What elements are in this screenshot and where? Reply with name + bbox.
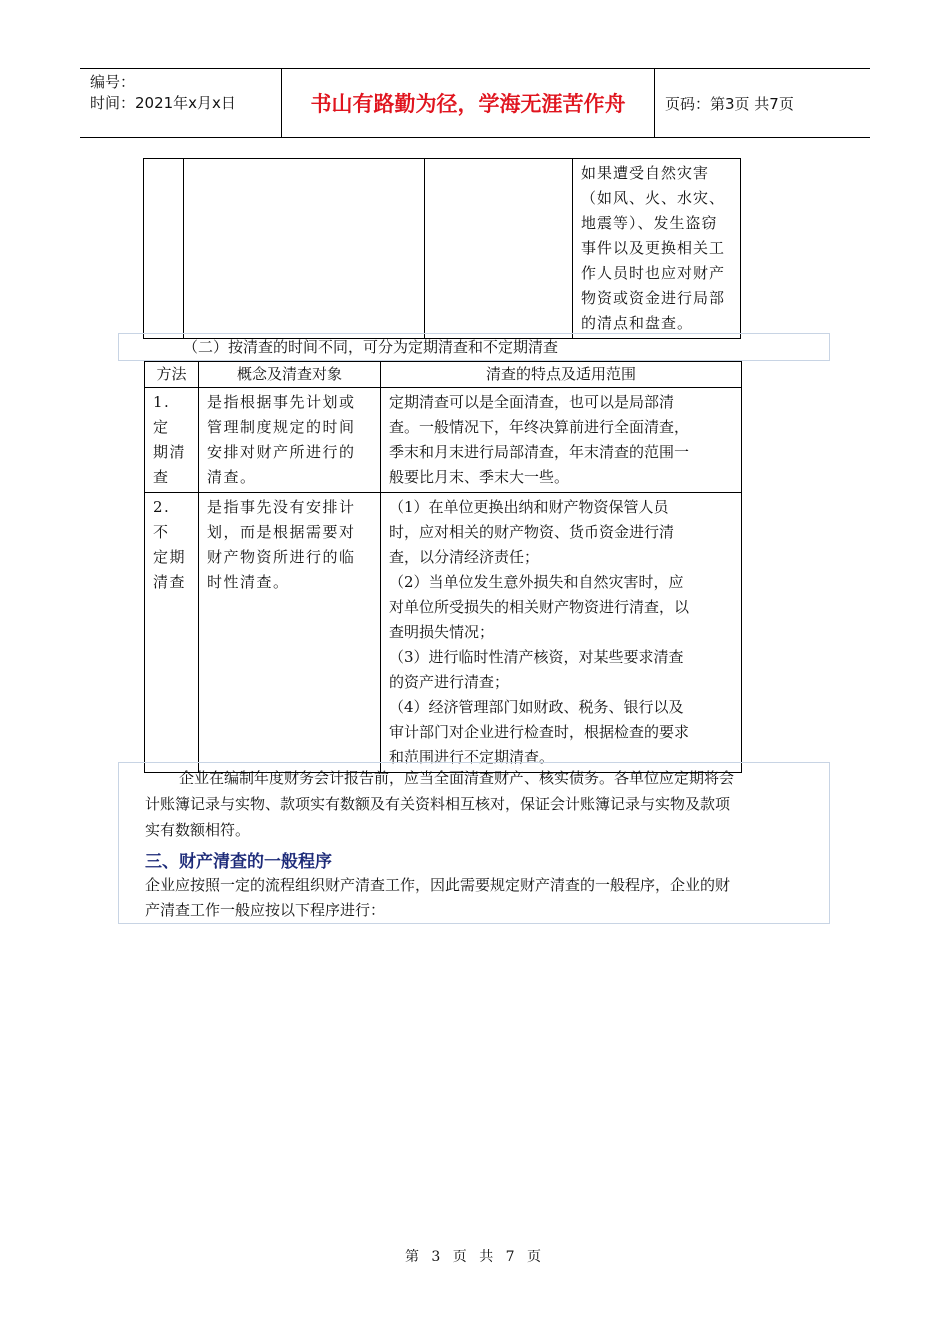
text-line: 和范围进行不定期清查。 <box>389 748 555 766</box>
section-two-text: （二）按清查的时间不同，可分为定期清查和不定期清查 <box>183 338 559 356</box>
text-line: 产清查工作一般应按以下程序进行： <box>145 901 386 919</box>
page-label: 页码：第3页 共7页 <box>665 94 794 113</box>
paragraph <box>145 765 811 843</box>
concept-cell <box>199 388 381 493</box>
footer-page-number: 第 3 页 共 7 页 <box>404 1249 546 1265</box>
text-line: 管理制度规定的时间 <box>207 418 356 436</box>
continuation-table <box>143 158 741 339</box>
text-line: 如果遭受自然灾害 <box>581 164 710 182</box>
text-line: 企业应按照一定的流程组织财产清查工作，因此需要规定财产清查的一般程序，企业的财 <box>145 876 731 894</box>
text-line: （4）经济管理部门如财政、税务、银行以及 <box>389 698 684 716</box>
header-slogan-cell <box>282 69 655 137</box>
empty-cell <box>184 159 425 339</box>
text-line: 查，以分清经济责任； <box>389 548 540 566</box>
text-line: 季末和月末进行局部清查，年末清查的范围一 <box>389 443 690 461</box>
header-method: 方法 <box>145 362 199 388</box>
text-line: 是指根据事先计划或 <box>207 393 356 411</box>
text-line: 企业在编制年度财务会计报告前，应当全面清查财产、核实债务。各单位应定期将会 <box>179 769 735 787</box>
text-line: 作人员时也应对财产 <box>581 264 726 282</box>
page-footer <box>0 1246 950 1266</box>
text-line: 查。一般情况下，年终决算前进行全面清查， <box>389 418 690 436</box>
features-cell <box>381 493 742 773</box>
text-line: 地震等）、发生盗窃 <box>581 214 718 232</box>
text-line: 清查。 <box>207 468 257 486</box>
text-line: 期清 <box>153 443 187 461</box>
text-line: 1. 定 <box>153 393 171 436</box>
text-line: 查 <box>153 468 170 486</box>
disaster-note-cell <box>573 159 741 339</box>
text-line: 实有数额相符。 <box>145 821 251 839</box>
method-cell <box>145 493 199 773</box>
number-label: 编号： <box>90 73 136 91</box>
text-line: 定期清查可以是全面清查，也可以是局部清 <box>389 393 675 411</box>
text-line: 物资或资金进行局部 <box>581 289 726 307</box>
method-cell <box>145 388 199 493</box>
text-line: 时，应对相关的财产物资、货币资金进行清 <box>389 523 675 541</box>
text-line: 事件以及更换相关工 <box>581 239 726 257</box>
text-line: 的清点和盘查。 <box>581 314 694 332</box>
text-line: 查明损失情况； <box>389 623 495 641</box>
text-line: （3）进行临时性清产核资，对某些要求清查 <box>389 648 684 666</box>
text-line: 划，而是根据需要对 <box>207 523 356 541</box>
text-line: 时性清查。 <box>207 573 290 591</box>
text-line: 的资产进行清查； <box>389 673 510 691</box>
text-line: （2）当单位发生意外损失和自然灾害时，应 <box>389 573 684 591</box>
text-line: 计账簿记录与实物、款项实有数额及有关资料相互核对，保证会计账簿记录与实物及款项 <box>145 795 731 813</box>
text-line: 安排对财产所进行的 <box>207 443 356 461</box>
concept-cell <box>199 493 381 773</box>
text-line: 清查 <box>153 573 187 591</box>
text-line: 对单位所受损失的相关财产物资进行清查，以 <box>389 598 690 616</box>
section-three-heading: 三、财产清查的一般程序 <box>145 852 332 872</box>
text-line: 般要比月末、季末大一些。 <box>389 468 570 486</box>
header-features: 清查的特点及适用范围 <box>381 362 742 388</box>
table-row <box>145 493 742 773</box>
header-page-cell <box>655 69 870 137</box>
slogan: 书山有路勤为径，学海无涯苦作舟 <box>310 92 626 116</box>
text-line: 审计部门对企业进行检查时，根据检查的要求 <box>389 723 690 741</box>
paragraph <box>145 873 811 923</box>
text-line: （如风、火、水灾、 <box>581 189 726 207</box>
text-line: 2. 不 <box>153 498 171 541</box>
text-line: 财产物资所进行的临 <box>207 548 356 566</box>
empty-cell <box>144 159 184 339</box>
header-concept: 概念及清查对象 <box>199 362 381 388</box>
time-label: 时间：2021年x月x日 <box>90 94 236 112</box>
header-info <box>80 69 282 137</box>
features-cell <box>381 388 742 493</box>
text-line: （1）在单位更换出纳和财产物资保管人员 <box>389 498 669 516</box>
clearing-methods-table <box>144 361 742 773</box>
text-line: 定期 <box>153 548 187 566</box>
body-text-box <box>118 762 830 924</box>
table-row <box>145 388 742 493</box>
empty-cell <box>425 159 573 339</box>
table-header-row <box>145 362 742 388</box>
page-header <box>80 68 870 138</box>
text-line: 是指事先没有安排计 <box>207 498 356 516</box>
section-two-title <box>118 333 830 361</box>
